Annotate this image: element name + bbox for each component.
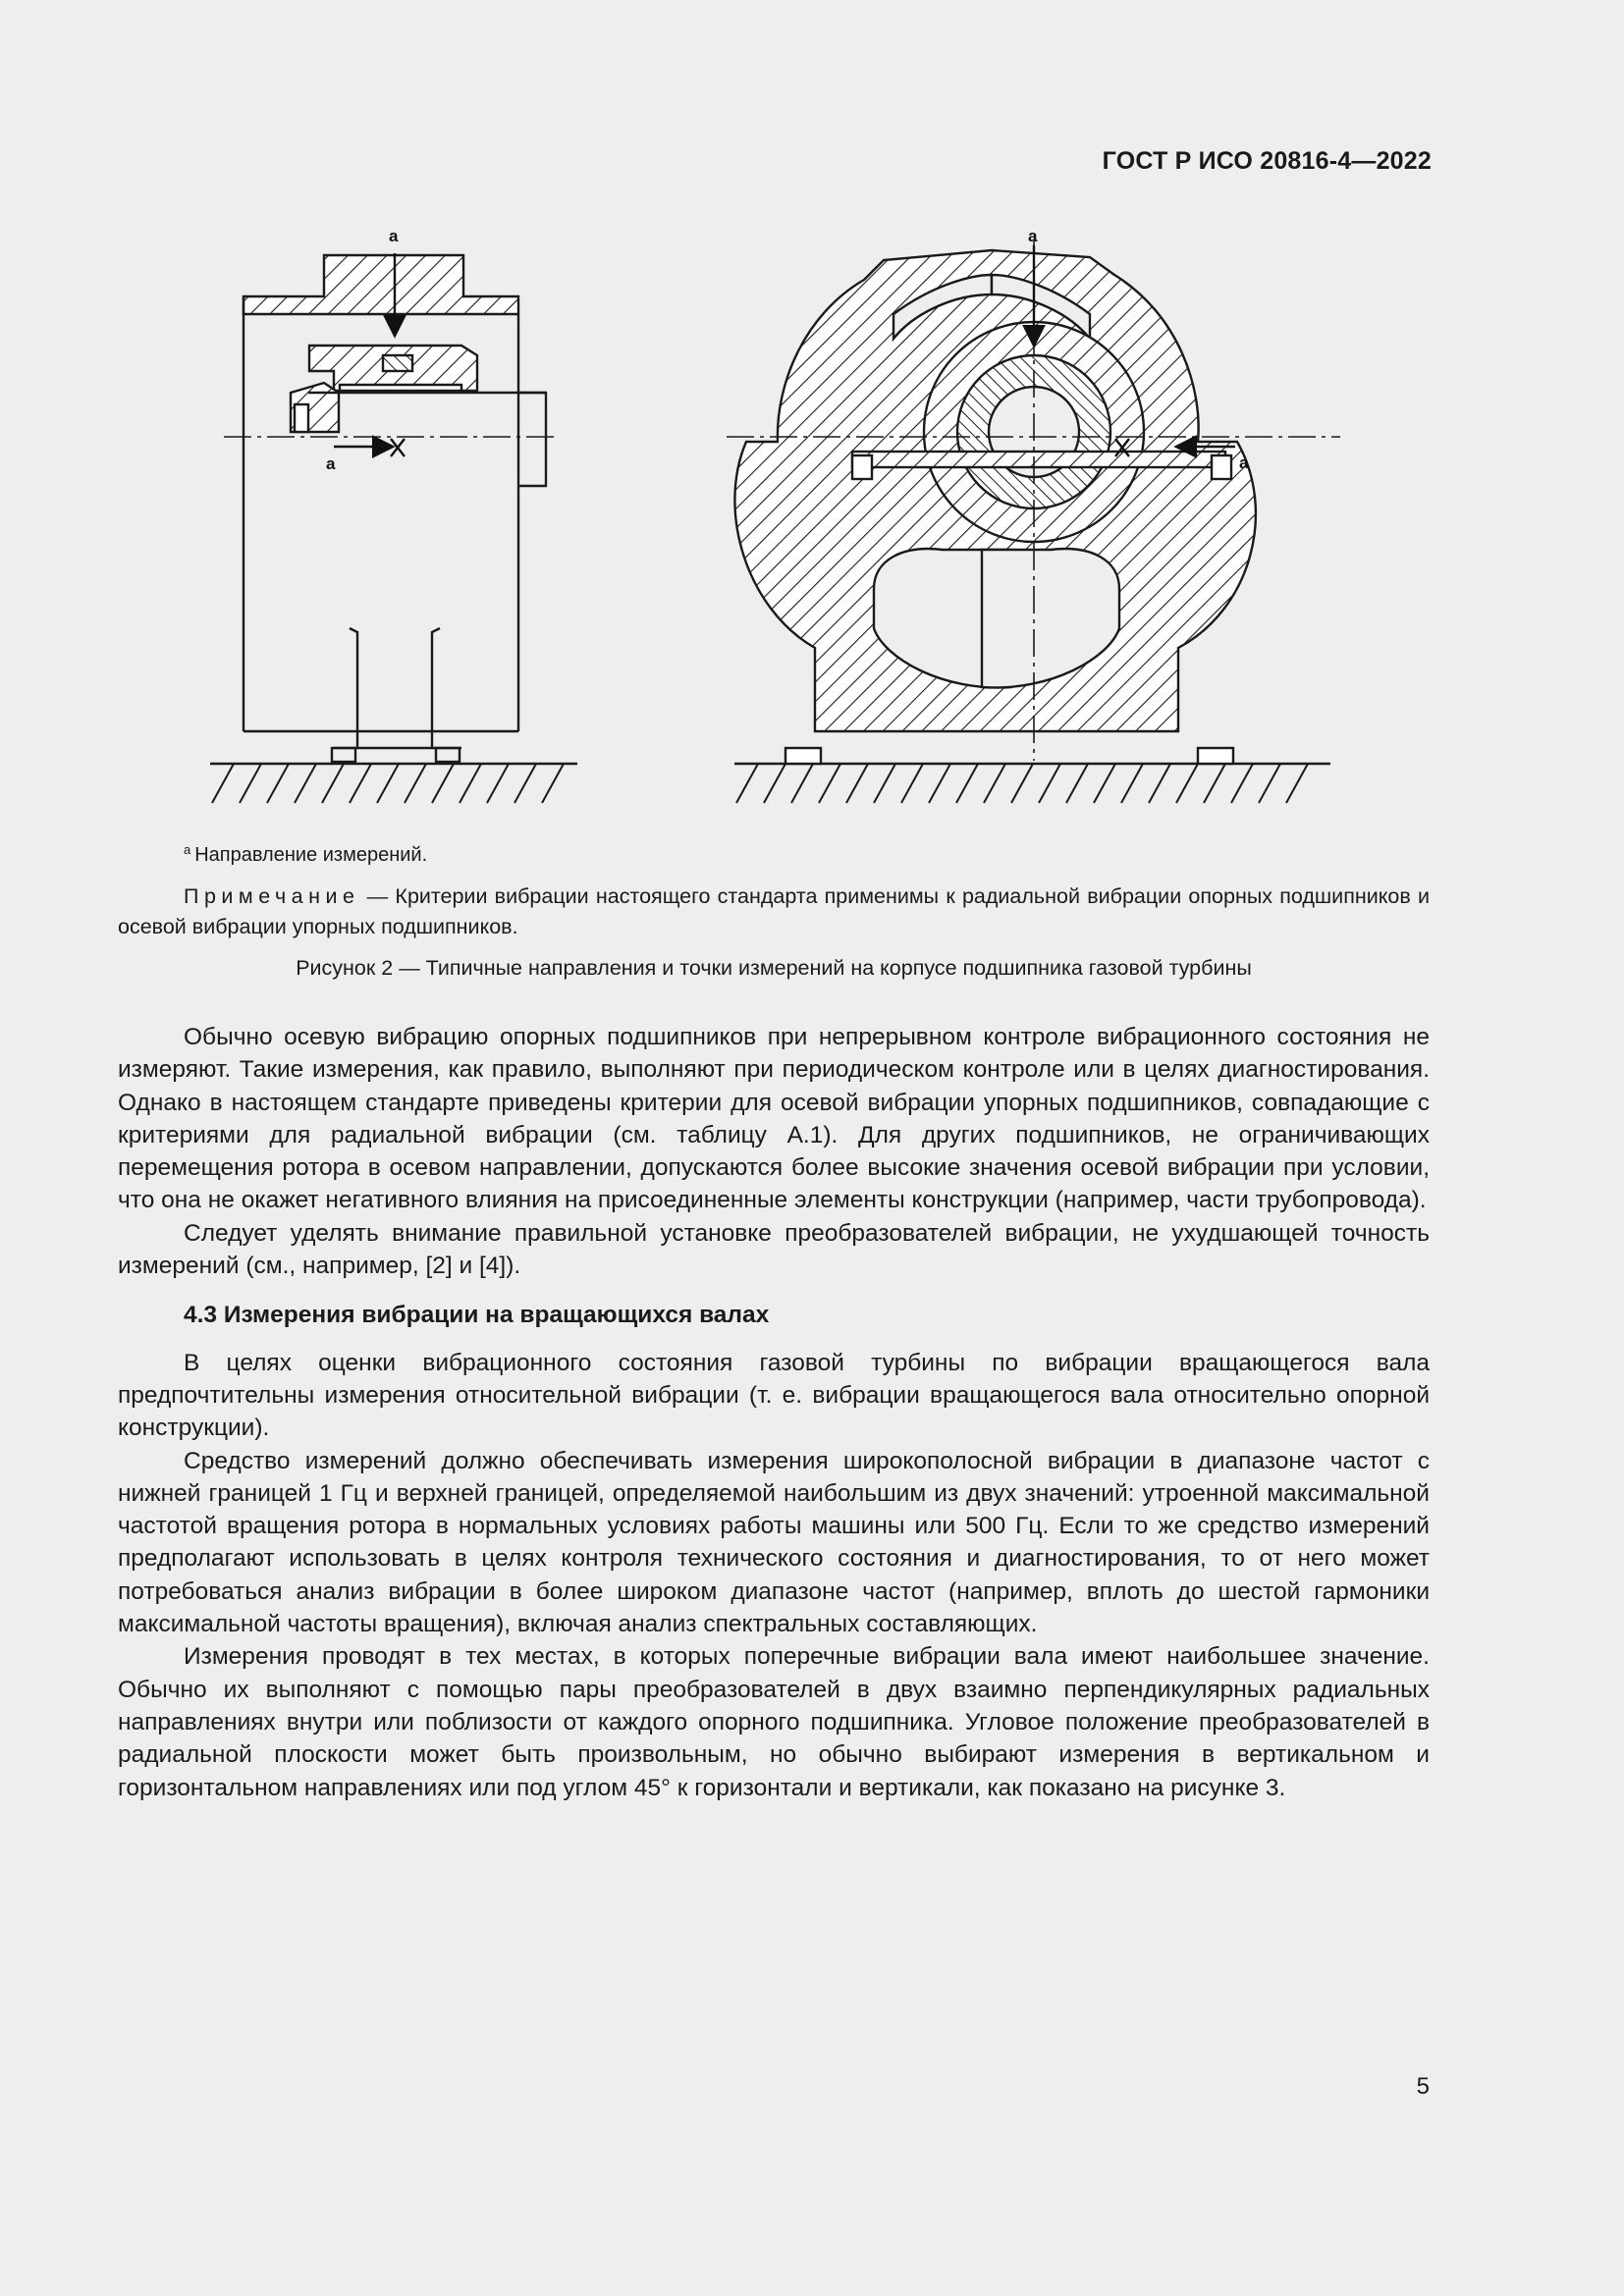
label-a-right-side: a: [1239, 454, 1249, 472]
footnote-text: Направление измерений.: [194, 844, 428, 866]
paragraph-1: Обычно осевую вибрацию опорных подшипников при непрерывном контроле вибрационного состояния не измеряют. Такие измерения, как правило, выполняют при периодическом контроле или в целях диагностирования. Однако в настоящем стандарте приведены критерии для осевой вибрации упорных подшипников, совпадающие с критериями для радиальной вибрации (см. таблицу А.1). Для других подшипников, не ограничивающих перемещения ротора в осевом направлении, допускаются более высокие значения осевой вибрации при условии, что она не окажет негативного влияния на присоединенные элементы конструкции (например, части трубопровода).: [118, 1024, 1430, 1214]
page-number: 5: [1416, 2073, 1430, 2100]
paragraph-3: В целях оценки вибрационного состояния газовой турбины по вибрации вращающегося вала предпочтительны измерения относительной вибрации (т. е. вибрации вращающегося вала относительно опорной конструкции).: [118, 1349, 1430, 1442]
label-a-left-top: a: [389, 227, 399, 245]
label-a-right-top: a: [1028, 227, 1038, 245]
label-a-left-axial: a: [326, 454, 336, 473]
figure-note: [118, 881, 1430, 942]
body-text: [118, 1021, 1430, 1804]
right-base-hatching: [736, 764, 1308, 803]
document-header: ГОСТ Р ИСО 20816-4—2022: [1102, 147, 1432, 175]
paragraph-4: Средство измерений должно обеспечивать измерения широкополосной вибрации в диапазоне частот с нижней границей 1 Гц и верхней границей, определяемой наибольшим из двух значений: утроенной максимальной частотой вращения ротора в нормальных условиях работы машины или 500 Гц. Если то же средство измерений предполагают использовать в целях контроля технического состояния и диагностирования, то от него может потребоваться анализ вибрации в более широком диапазоне частот (например, вплоть до шестой гармоники максимальной частоты вращения), включая анализ спектральных составляющих.: [118, 1447, 1430, 1638]
paragraph-2: Следует уделять внимание правильной установке преобразователей вибрации, не ухудшающей точность измерений (см., например, [2] и [4]).: [118, 1219, 1430, 1280]
front-section-view: [734, 250, 1330, 764]
footnote-mark: a: [184, 842, 191, 857]
note-text: — Критерии вибрации настоящего стандарта применимы к радиальной вибрации опорных подшипников и осевой вибрации упорных подшипников.: [118, 884, 1430, 938]
paragraph-5: Измерения проводят в тех местах, в которых поперечные вибрации вала имеют наибольшее значение. Обычно их выполняют с помощью пары преобразователей в двух взаимно перпендикулярных радиальных направлениях внутри или поблизости от каждого опорного подшипника. Угловое положение преобразователей в радиальной плоскости может быть произвольным, но обычно выбирают измерения в вертикальном и горизонтальном направлениях или под углом 45° к горизонтали и вертикали, как показано на рисунке 3.: [118, 1643, 1430, 1801]
note-label: Примечание: [184, 884, 360, 908]
section-title: 4.3 Измерения вибрации на вращающихся валах: [184, 1302, 770, 1329]
figure-footnote: [184, 842, 427, 867]
figure-caption: Рисунок 2 — Типичные направления и точки измерений на корпусе подшипника газовой турбины: [296, 956, 1252, 980]
figure-bearing-housing: [196, 221, 1355, 825]
left-base-hatching: [212, 764, 564, 803]
bearing-housing-drawing: [196, 221, 1355, 825]
